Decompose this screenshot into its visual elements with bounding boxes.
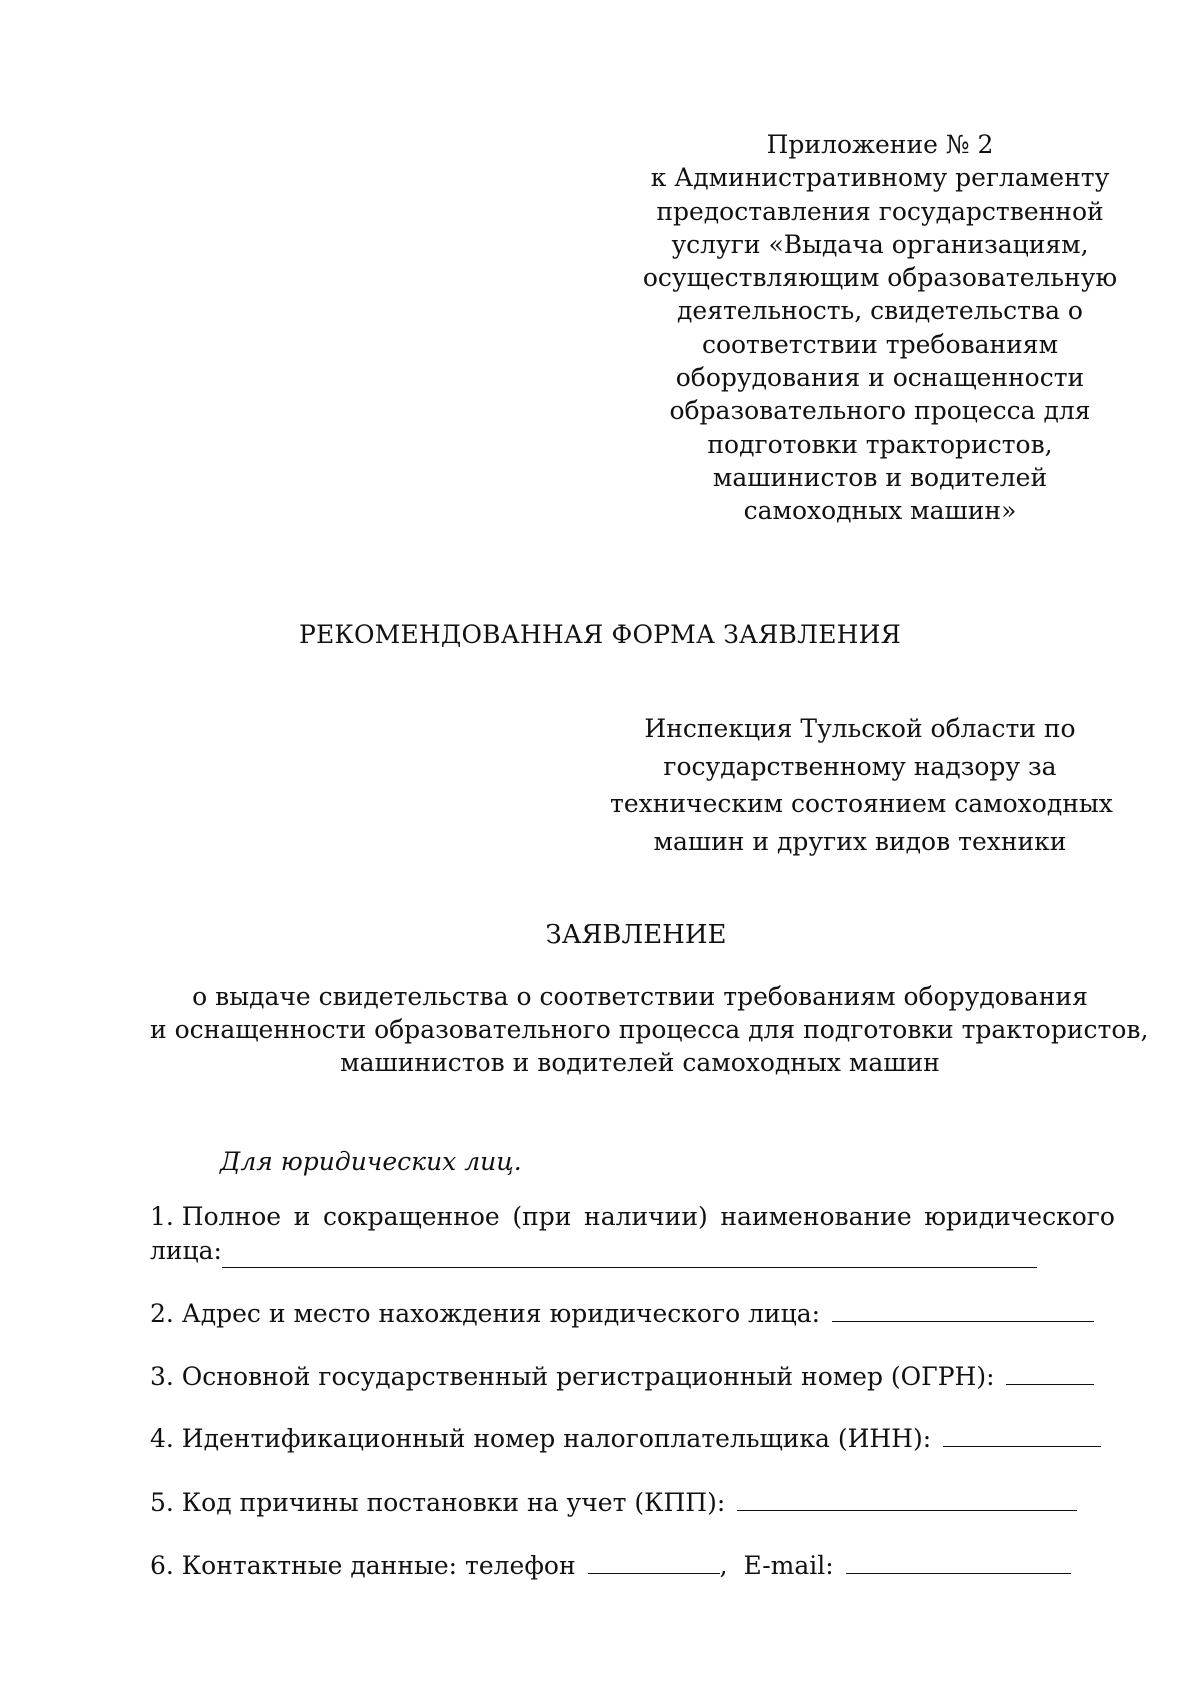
statement-title: ЗАЯВЛЕНИЕ (545, 920, 727, 950)
field-label: 5. Код причины постановки на учет (КПП): (150, 1488, 726, 1517)
field-address (150, 1295, 1094, 1331)
label-word: сокращенное (322, 1202, 500, 1231)
annex-line: Приложение № 2 (766, 130, 994, 159)
legal-name-blank[interactable] (222, 1241, 1037, 1268)
annex-line: к Административному регламенту (650, 163, 1110, 193)
separator: , (719, 1551, 728, 1580)
legal-entities-note: Для юридических лиц. (220, 1147, 522, 1176)
annex-line: оборудования и оснащенности (675, 363, 1085, 393)
inn-blank[interactable] (943, 1420, 1101, 1447)
label-word: (при (512, 1202, 572, 1231)
email-label: E-mail: (743, 1551, 834, 1580)
field-contacts (150, 1547, 1071, 1583)
subtitle-line: и оснащенности образовательного процесса для подготовки трактористов, (150, 1015, 1149, 1044)
field-label: 2. Адрес и место нахождения юридического лица: (150, 1299, 821, 1328)
field-legal-name-label (150, 1200, 1115, 1234)
field-ogrn (150, 1358, 1094, 1394)
phone-blank[interactable] (588, 1547, 720, 1574)
addressee-block (610, 710, 1113, 860)
field-label: 3. Основной государственный регистрационный номер (ОГРН): (150, 1362, 995, 1391)
annex-line: машинистов и водителей (712, 462, 1048, 492)
email-blank[interactable] (846, 1547, 1071, 1574)
label-word: юридического (924, 1202, 1115, 1231)
label-word: и (293, 1202, 311, 1231)
kpp-blank[interactable] (737, 1484, 1077, 1511)
annex-header (640, 128, 1120, 528)
label-word: наименование (720, 1202, 912, 1231)
field-inn (150, 1420, 1101, 1456)
ogrn-blank[interactable] (1006, 1358, 1094, 1385)
subtitle-line: о выдаче свидетельства о соответствии требованиям оборудования (192, 982, 1088, 1011)
annex-line: образовательного процесса для (669, 396, 1091, 426)
annex-line: подготовки трактористов, (707, 429, 1053, 459)
subtitle-line: машинистов и водителей самоходных машин (340, 1048, 940, 1077)
annex-line: соответствии требованиям (701, 329, 1059, 359)
form-title: РЕКОМЕНДОВАННАЯ ФОРМА ЗАЯВЛЕНИЯ (298, 620, 902, 649)
field-label: 6. Контактные данные: телефон (150, 1551, 576, 1580)
statement-subtitle (150, 980, 1149, 1079)
label-word: наличии) (584, 1202, 708, 1231)
annex-line: услуги «Выдача организациям, (671, 229, 1089, 259)
addressee-line: техническим состоянием самоходных (610, 789, 1113, 818)
label-word: лица: (150, 1236, 222, 1265)
label-word: 1. Полное (150, 1202, 282, 1231)
field-legal-name (150, 1200, 1115, 1268)
field-legal-name-row2 (150, 1234, 1115, 1268)
addressee-line: государственному надзору за (663, 751, 1057, 781)
annex-line: осуществляющим образовательную (642, 263, 1118, 293)
address-blank[interactable] (832, 1295, 1094, 1322)
annex-line: предоставления государственной (656, 196, 1104, 226)
addressee-line: машин и других видов техники (653, 826, 1067, 856)
field-kpp (150, 1484, 1077, 1520)
field-label: 4. Идентификационный номер налогоплательщика (ИНН): (150, 1424, 932, 1453)
annex-line: деятельность, свидетельства о (677, 296, 1083, 326)
annex-line: самоходных машин» (743, 496, 1017, 526)
addressee-line: Инспекция Тульской области по (644, 714, 1076, 743)
